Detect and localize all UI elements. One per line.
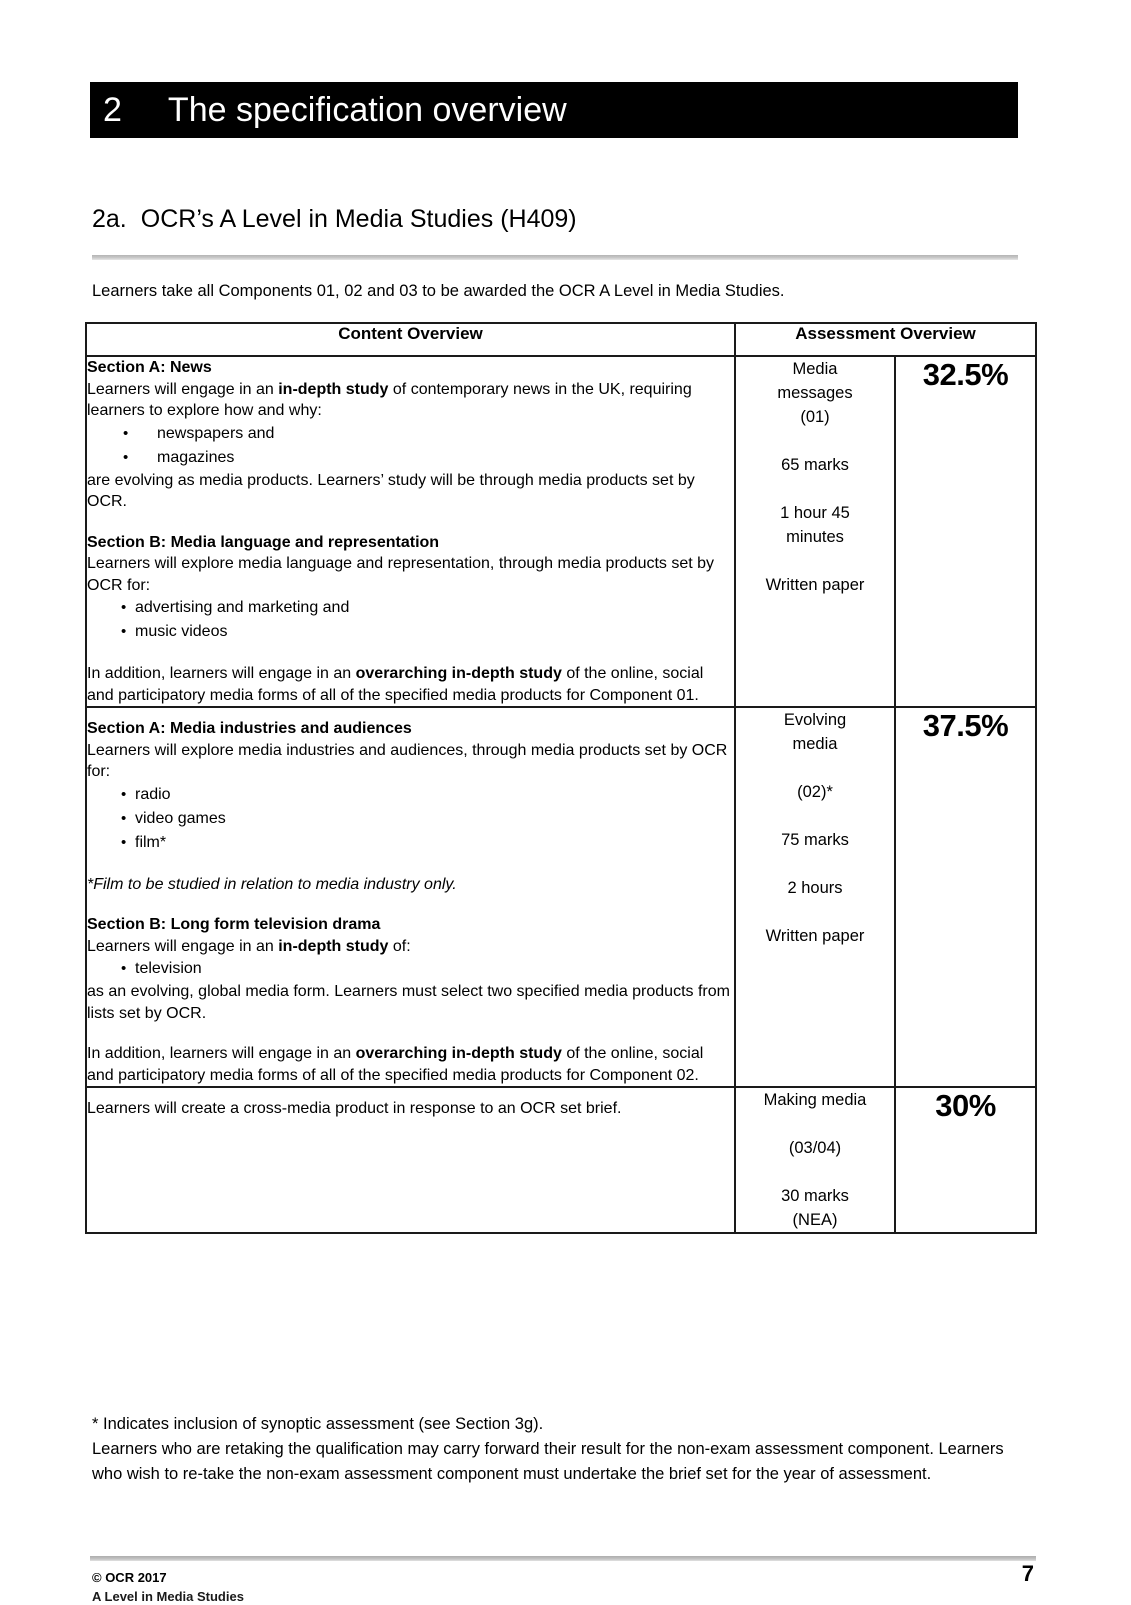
footnote-synoptic: * Indicates inclusion of synoptic assessment (see Section 3g). [92, 1415, 544, 1433]
section-b-intro [87, 936, 734, 958]
assessment-marks: 75 marks [781, 831, 849, 849]
footer-copyright: © OCR 2017 [92, 1570, 167, 1585]
section-a-bullet-list [87, 422, 734, 470]
section-a-outro: are evolving as media products. Learners’ study will be through media products set by OCR. [87, 471, 695, 510]
list-item: • film* [87, 831, 734, 855]
section-a-intro [87, 379, 734, 422]
footer-subtitle: A Level in Media Studies [92, 1589, 244, 1604]
content-cell-component-01 [86, 356, 735, 707]
footer-divider [90, 1556, 1036, 1561]
assessment-nea-label: (NEA) [792, 1211, 838, 1229]
section-b-intro: Learners will explore media language and representation, through media products set by OCR for: [87, 555, 715, 594]
text-fragment: of: [388, 937, 411, 955]
spacer [87, 1088, 734, 1098]
spacer [736, 900, 894, 924]
assessment-duration-line-2: minutes [786, 528, 844, 546]
chapter-number: 2 [103, 90, 122, 129]
assessment-name-line-2: messages [777, 384, 853, 402]
spacer [736, 756, 894, 780]
table-row [86, 707, 1036, 1087]
text-fragment: Learners will engage in an [87, 380, 279, 398]
assessment-duration-line-1: 1 hour 45 [780, 504, 850, 522]
text-fragment: of contemporary news in the UK, requiring learners to explore how and why: [87, 380, 692, 419]
text-fragment: Learners will engage in an [87, 937, 279, 955]
assessment-cell-component-01 [735, 356, 895, 707]
text-emphasis: overarching in-depth study [355, 1045, 562, 1062]
weighting-cell-component-03: 30% [895, 1087, 1036, 1233]
assessment-name-line-1: Making media [763, 1091, 867, 1109]
assessment-name-line-2: media [792, 735, 838, 753]
text-fragment: of the online, social and participatory media forms of all of the specified media products for Component 02. [87, 1045, 704, 1084]
text-emphasis: in-depth study [278, 937, 389, 955]
spacer [87, 513, 734, 532]
list-item: • television [87, 957, 734, 981]
assessment-cell-component-03 [735, 1087, 895, 1233]
section-a-bullet-list [87, 783, 734, 855]
spacer [736, 477, 894, 501]
section-a-intro: Learners will explore media industries and audiences, through media products set by OCR for: [87, 741, 728, 780]
weighting-cell-component-01: 32.5% [895, 356, 1036, 707]
assessment-name-line-1: Evolving [783, 711, 847, 729]
chapter-title: The specification overview [167, 90, 567, 129]
specification-table [85, 322, 1037, 1234]
assessment-code: (01) [800, 408, 830, 426]
spacer [736, 1112, 894, 1136]
weighting-cell-component-02: 37.5% [895, 707, 1036, 1087]
section-a-label: Section A: Media industries and audiences [87, 720, 412, 737]
chapter-banner [90, 82, 1018, 138]
list-item: • video games [87, 807, 734, 831]
nea-body-text: Learners will create a cross-media product in response to an OCR set brief. [87, 1100, 622, 1117]
assessment-type: Written paper [765, 927, 865, 945]
section-b-label: Section B: Long form television drama [87, 916, 381, 933]
list-item: • newspapers and [87, 422, 734, 446]
section-heading [92, 205, 577, 234]
table-header-row [86, 323, 1036, 356]
footnote-retake: Learners who are retaking the qualification may carry forward their result for the non-exam assessment component. Learners who wish to re-take the non-exam assessment component must undertake the brief set for the year of assessment. [92, 1440, 1004, 1483]
content-cell-component-03 [86, 1087, 735, 1233]
section-number: 2a. [92, 205, 127, 233]
heading-divider [92, 255, 1018, 260]
list-item: • music videos [87, 620, 734, 644]
assessment-type: Written paper [765, 576, 865, 594]
section-b-bullet-list [87, 957, 734, 981]
text-emphasis: in-depth study [278, 380, 389, 398]
spacer [87, 895, 734, 914]
spacer [87, 855, 734, 874]
film-footnote: *Film to be studied in relation to media industry only. [87, 875, 457, 893]
addition-paragraph [87, 663, 734, 706]
text-fragment: In addition, learners will engage in an [87, 1045, 356, 1062]
spacer [736, 804, 894, 828]
column-header-content-overview: Content Overview [86, 323, 735, 356]
section-b-outro: as an evolving, global media form. Learners must select two specified media products from lists set by OCR. [87, 983, 730, 1022]
spacer [736, 549, 894, 573]
list-item: • radio [87, 783, 734, 807]
table-row [86, 356, 1036, 707]
assessment-marks: 30 marks [781, 1187, 849, 1205]
spacer [736, 852, 894, 876]
table-row [86, 1087, 1036, 1233]
intro-paragraph: Learners take all Components 01, 02 and 03 to be awarded the OCR A Level in Media Studies. [92, 282, 785, 300]
footnotes [92, 1412, 1022, 1487]
list-item: • magazines [87, 446, 734, 470]
spacer [87, 1120, 734, 1198]
addition-paragraph [87, 1043, 734, 1086]
text-fragment: In addition, learners will engage in an [87, 665, 356, 682]
assessment-name-line-1: Media [792, 360, 838, 378]
text-fragment: of the online, social and participatory media forms of all of the specified media products for Component 01. [87, 665, 704, 704]
spacer [736, 1160, 894, 1184]
section-a-label: Section A: News [87, 359, 212, 376]
assessment-cell-component-02 [735, 707, 895, 1087]
list-item: • advertising and marketing and [87, 596, 734, 620]
text-emphasis: overarching in-depth study [355, 665, 562, 682]
section-b-label: Section B: Media language and representation [87, 533, 440, 551]
section-title: OCR’s A Level in Media Studies (H409) [140, 205, 577, 233]
spacer [87, 1024, 734, 1043]
spacer [87, 644, 734, 663]
assessment-duration-line-1: 2 hours [787, 879, 843, 897]
assessment-marks: 65 marks [781, 456, 849, 474]
page-number: 7 [1021, 1561, 1034, 1586]
assessment-code: (03/04) [788, 1139, 842, 1157]
spacer [736, 429, 894, 453]
assessment-code: (02)* [797, 783, 833, 801]
spacer [87, 708, 734, 718]
section-b-bullet-list [87, 596, 734, 644]
content-cell-component-02 [86, 707, 735, 1087]
column-header-assessment-overview: Assessment Overview [735, 323, 1036, 356]
